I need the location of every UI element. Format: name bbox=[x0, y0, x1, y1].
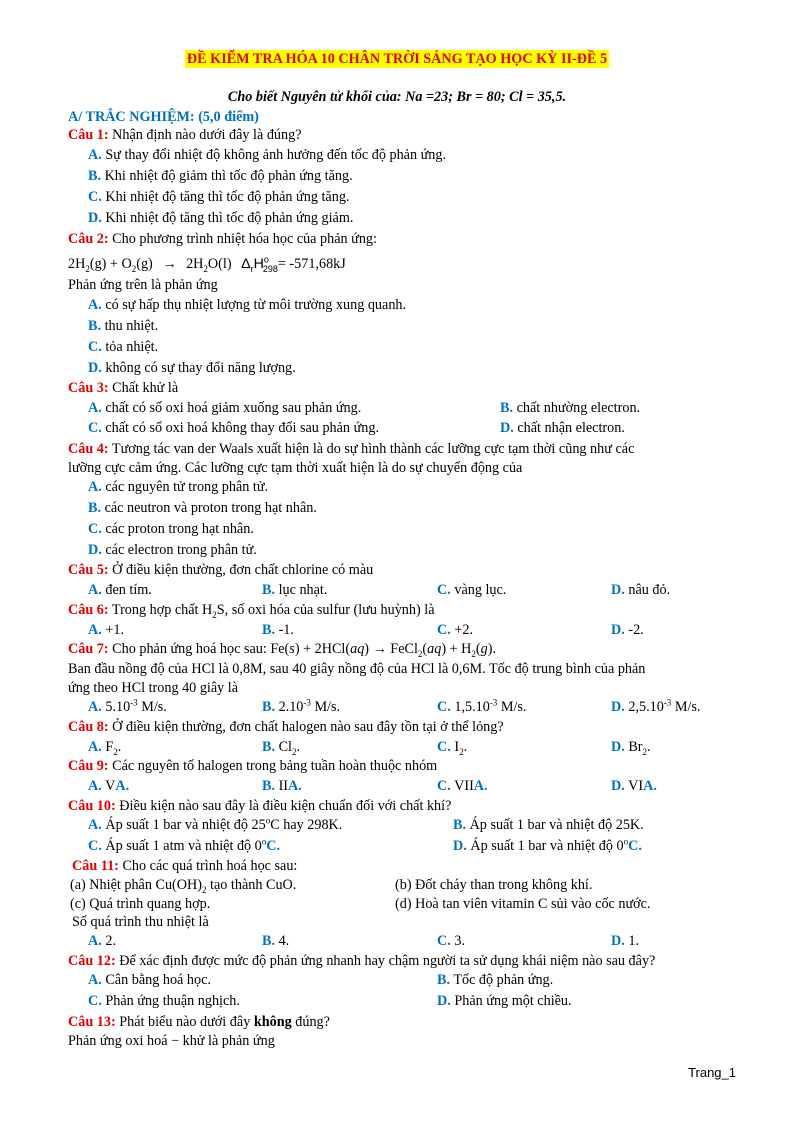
page-number: Trang_1 bbox=[688, 1065, 736, 1080]
q3-option-a: A. chất có số oxi hoá giảm xuống sau phản ứng. bbox=[88, 400, 362, 416]
q12-option-b: B. Tốc độ phản ứng. bbox=[437, 972, 554, 988]
q12-option-d: D. Phản ứng một chiều. bbox=[437, 993, 572, 1009]
q13-stem: Phản ứng oxi hoá − khử là phản ứng bbox=[68, 1033, 275, 1049]
q12-option-a: A. Cân bằng hoá học. bbox=[88, 972, 211, 988]
q1-option-d: D. Khi nhiệt độ tăng thì tốc độ phản ứng giảm. bbox=[88, 210, 354, 226]
q1-option-c: C. Khi nhiệt độ tăng thì tốc độ phản ứng tăng. bbox=[88, 189, 350, 205]
q9-option-d: D. VIA. bbox=[611, 778, 657, 794]
q3-option-d: D. chất nhận electron. bbox=[500, 420, 625, 436]
q5-option-b: B. lục nhạt. bbox=[262, 582, 328, 598]
q11-process-c: (c) Quá trình quang hợp. bbox=[70, 896, 211, 912]
q9-option-c: C. VIIA. bbox=[437, 778, 488, 794]
atomic-mass-note: Cho biết Nguyên tử khối của: Na =23; Br = 80; Cl = 35,5. bbox=[227, 89, 567, 105]
q10-option-b: B. Áp suất 1 bar và nhiệt độ 25K. bbox=[453, 817, 644, 833]
question-1: Câu 1: Nhận định nào dưới đây là đúng? bbox=[68, 127, 302, 143]
question-10: Câu 10: Điều kiện nào sau đây là điều kiện chuẩn đối với chất khí? bbox=[68, 798, 452, 814]
q3-option-c: C. chất có số oxi hoá không thay đổi sau phản ứng. bbox=[88, 420, 380, 436]
q5-option-c: C. vàng lục. bbox=[437, 582, 507, 598]
question-11: Câu 11: Cho các quá trình hoá học sau: bbox=[72, 858, 298, 874]
question-7: Câu 7: Cho phản ứng hoá học sau: Fe(s) + 2HCl(aq) → FeCl$_2$(aq) + $H_2(g)$. bbox=[68, 641, 497, 659]
q5-option-d: D. nâu đỏ. bbox=[611, 582, 671, 598]
q2-option-a: A. có sự hấp thụ nhiệt lượng từ môi trường xung quanh. bbox=[88, 297, 407, 313]
exam-title: ĐỀ KIỂM TRA HÓA 10 CHÂN TRỜI SÁNG TẠO HỌC KỲ II-ĐỀ 5 bbox=[186, 51, 608, 67]
q2-option-b: B. thu nhiệt. bbox=[88, 318, 159, 334]
question-7-cont: Ban đầu nồng độ của HCl là 0,8M, sau 40 giây nồng độ của HCl là 0,6M. Tốc độ trung bình của phản bbox=[68, 661, 646, 677]
q11-option-b: B. 4. bbox=[262, 933, 290, 949]
q2-option-c: C. tỏa nhiệt. bbox=[88, 339, 159, 355]
q11-process-d: (d) Hoà tan viên vitamin C sủi vào cốc nước. bbox=[395, 896, 651, 912]
question-5: Câu 5: Ở điều kiện thường, đơn chất chlorine có màu bbox=[68, 562, 374, 578]
q3-option-b: B. chất nhường electron. bbox=[500, 400, 641, 416]
question-9: Câu 9: Các nguyên tố halogen trong bảng tuần hoàn thuộc nhóm bbox=[68, 758, 438, 774]
q11-option-d: D. 1. bbox=[611, 933, 639, 949]
q8-option-a: A. $F_2$. bbox=[88, 739, 122, 757]
question-3: Câu 3: Chất khử là bbox=[68, 380, 179, 396]
q6-option-c: C. +2. bbox=[437, 622, 473, 638]
q8-option-b: B. $Cl_2$. bbox=[262, 739, 301, 757]
q6-option-a: A. +1. bbox=[88, 622, 124, 638]
q8-option-c: C. $I_2$. bbox=[437, 739, 468, 757]
q5-option-a: A. đen tím. bbox=[88, 582, 152, 598]
q9-option-b: B. IIA. bbox=[262, 778, 302, 794]
q7-option-c: C. $1,5.10^{-3}$ M/s. bbox=[437, 697, 527, 715]
q1-option-a: A. Sự thay đổi nhiệt độ không ảnh hưởng đến tốc độ phản ứng. bbox=[88, 147, 447, 163]
q2-option-d: D. không có sự thay đổi năng lượng. bbox=[88, 360, 296, 376]
q4-option-c: C. các proton trong hạt nhân. bbox=[88, 521, 254, 537]
q7-option-d: D. $2,5.10^{-3}$ M/s. bbox=[611, 697, 701, 715]
q11-process-a: (a) Nhiệt phân $Cu(OH)_2$ tạo thành CuO. bbox=[70, 877, 297, 895]
section-heading: A/ TRẮC NGHIỆM: (5,0 điểm) bbox=[68, 109, 259, 125]
q10-option-c: C. Áp suất 1 atm và nhiệt độ 0$^o$C. bbox=[88, 836, 281, 854]
q11-process-b: (b) Đốt cháy than trong không khí. bbox=[395, 877, 593, 893]
q2-stem: Phản ứng trên là phản ứng bbox=[68, 277, 218, 293]
question-7-cont2: ứng theo HCl trong 40 giây là bbox=[68, 680, 239, 696]
thermochemical-equation: $2H_2(g) + O_2(g) \to 2H_2O(l)$ $\Delta_rH^o_{298}= -571,68kJ$ bbox=[68, 254, 346, 274]
question-4-cont: lưỡng cực cảm ứng. Các lưỡng cực tạm thời xuất hiện là do sự chuyển động của bbox=[68, 460, 523, 476]
q12-option-c: C. Phản ứng thuận nghịch. bbox=[88, 993, 240, 1009]
question-13: Câu 13: Phát biểu nào dưới đây không đúng? bbox=[68, 1014, 330, 1030]
q1-option-b: B. Khi nhiệt độ giảm thì tốc độ phản ứng tăng. bbox=[88, 168, 353, 184]
q4-option-d: D. các electron trong phân tử. bbox=[88, 542, 257, 558]
q7-option-b: B. $2.10^{-3}$ M/s. bbox=[262, 697, 341, 715]
q10-option-d: D. Áp suất 1 bar và nhiệt độ 0$^o$C. bbox=[453, 836, 642, 854]
question-4: Câu 4: Tương tác van der Waals xuất hiện là do sự hình thành các lưỡng cực tạm thời cũng như các bbox=[68, 441, 635, 457]
q9-option-a: A. VA. bbox=[88, 778, 130, 794]
question-8: Câu 8: Ở điều kiện thường, đơn chất halogen nào sau đây tồn tại ở thể lỏng? bbox=[68, 719, 504, 735]
q4-option-a: A. các nguyên tử trong phân tử. bbox=[88, 479, 269, 495]
q7-option-a: A. $5.10^{-3}$ M/s. bbox=[88, 697, 167, 715]
q11-option-a: A. 2. bbox=[88, 933, 116, 949]
question-2: Câu 2: Cho phương trình nhiệt hóa học của phản ứng: bbox=[68, 231, 377, 247]
q8-option-d: D. $Br_2$. bbox=[611, 739, 651, 757]
q10-option-a: A. Áp suất 1 bar và nhiệt độ 25$^o$C hay 298K. bbox=[88, 815, 343, 833]
q11-option-c: C. 3. bbox=[437, 933, 465, 949]
question-6: Câu 6: Trong hợp chất $H_2S$, số oxi hóa của sulfur (lưu huỳnh) là bbox=[68, 602, 435, 620]
q4-option-b: B. các neutron và proton trong hạt nhân. bbox=[88, 500, 317, 516]
q6-option-d: D. -2. bbox=[611, 622, 644, 638]
question-12: Câu 12: Để xác định được mức độ phản ứng nhanh hay chậm người ta sử dụng khái niệm nào sau đây? bbox=[68, 953, 656, 969]
q6-option-b: B. -1. bbox=[262, 622, 294, 638]
q11-stem: Số quá trình thu nhiệt là bbox=[72, 914, 209, 930]
